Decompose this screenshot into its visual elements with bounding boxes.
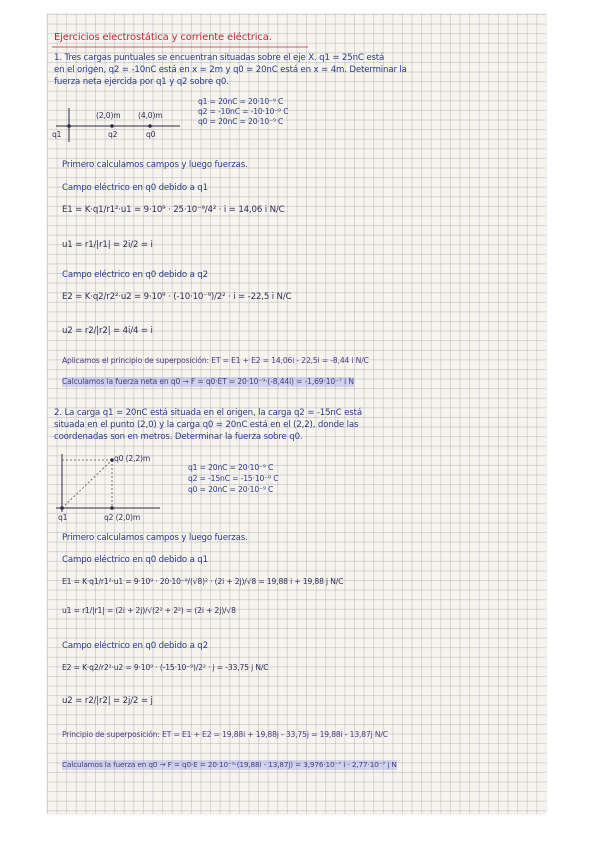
ex2-line-3: E1 = K·q1/r1²·u1 = 9·10⁹ · 20·10⁻⁹/(√8)² · (2i + 2j)/√8 = 19,88 i + 19,88 j N/C xyxy=(62,577,344,586)
ex2-statement-line-1: 2. La carga q1 = 20nC está situada en el origen, la carga q2 = -15nC está xyxy=(54,408,362,418)
ex1-line-2: Campo eléctrico en q0 debido a q1 xyxy=(62,183,208,193)
ex2-fig-q2: q2 (2,0)m xyxy=(104,513,141,522)
ex1-line-4: u1 = r1/|r1| = 2i/2 = i xyxy=(62,240,153,250)
ex1-data-1: q1 = 20nC = 20·10⁻⁹ C xyxy=(198,97,284,106)
ex2-data-2: q2 = -15nC = -15·10⁻⁹ C xyxy=(188,474,279,483)
title-underline xyxy=(52,45,312,49)
ex1-fig-q2: q2 xyxy=(108,130,118,139)
ex2-line-1: Primero calculamos campos y luego fuerzas. xyxy=(62,533,248,543)
ex1-line-6: E2 = K·q2/r2²·u2 = 9·10⁹ · (-10·10⁻⁹)/2² · i = -22,5 i N/C xyxy=(62,292,292,302)
ex2-fig-q0: q0 (2,2)m xyxy=(114,454,151,463)
ex2-line-2: Campo eléctrico en q0 debido a q1 xyxy=(62,555,208,565)
ex2-data-3: q0 = 20nC = 20·10⁻⁹ C xyxy=(188,485,274,494)
ex1-axis-figure xyxy=(54,100,184,145)
ex1-line-7: u2 = r2/|r2| = 4i/4 = i xyxy=(62,326,153,336)
ex2-result: Calculamos la fuerza en q0 → F = q0·E = 20·10⁻⁹·(19,88i - 13,87j) = 3,976·10⁻⁷ i - 2,77·10⁻⁷ j N xyxy=(62,760,397,769)
ex1-result: Calculamos la fuerza neta en q0 → F = q0·ET = 20·10⁻⁹·(-8,44i) = -1,69·10⁻⁷ i N xyxy=(62,377,354,386)
ex2-line-6: E2 = K·q2/r2²·u2 = 9·10⁹ · (-15·10⁻⁹)/2² · j = -33,75 j N/C xyxy=(62,663,269,672)
ex1-line-5: Campo eléctrico en q0 debido a q2 xyxy=(62,270,208,280)
ex1-statement-line-3: fuerza neta ejercida por q1 y q2 sobre q0. xyxy=(54,77,229,87)
ex1-fig-q1: q1 xyxy=(52,130,62,139)
ex2-line-5: Campo eléctrico en q0 debido a q2 xyxy=(62,641,208,651)
ex1-data-3: q0 = 20nC = 20·10⁻⁹ C xyxy=(198,117,284,126)
ex1-fig-label-a: (2,0)m xyxy=(96,111,121,120)
ex2-statement-line-3: coordenadas son en metros. Determinar la fuerza sobre q0. xyxy=(54,432,303,442)
ex1-line-1: Primero calculamos campos y luego fuerzas. xyxy=(62,160,248,170)
ex1-fig-q0: q0 xyxy=(146,130,156,139)
ex2-line-4: u1 = r1/|r1| = (2i + 2j)/√(2² + 2²) = (2i + 2j)/√8 xyxy=(62,606,236,615)
ex1-data-2: q2 = -10nC = -10·10⁻⁹ C xyxy=(198,107,289,116)
ex2-fig-q1: q1 xyxy=(58,513,68,522)
page-title: Ejercicios electrostática y corriente eléctrica. xyxy=(54,32,272,43)
ex1-line-8: Aplicamos el principio de superposición: ET = E1 + E2 = 14,06i - 22,5i = -8,44 i N/C xyxy=(62,356,369,365)
ex2-line-8: Principio de superposición: ET = E1 + E2 = 19,88i + 19,88j - 33,75j = 19,88i - 13,87j N/C xyxy=(62,730,388,739)
ex1-fig-label-b: (4,0)m xyxy=(138,111,163,120)
ex1-line-3: E1 = K·q1/r1²·u1 = 9·10⁹ · 25·10⁻⁹/4² · i = 14,06 i N/C xyxy=(62,205,285,215)
ex2-data-1: q1 = 20nC = 20·10⁻⁹ C xyxy=(188,463,274,472)
ex2-statement-line-2: situada en el punto (2,0) y la carga q0 = 20nC está en el (2,2), donde las xyxy=(54,420,359,430)
ex1-statement-line-1: 1. Tres cargas puntuales se encuentran situadas sobre el eje X. q1 = 25nC está xyxy=(54,53,385,63)
ex2-line-7: u2 = r2/|r2| = 2j/2 = j xyxy=(62,696,153,706)
ex1-statement-line-2: en el origen, q2 = -10nC está en x = 2m y q0 = 20nC está en x = 4m. Determinar la xyxy=(54,65,407,75)
